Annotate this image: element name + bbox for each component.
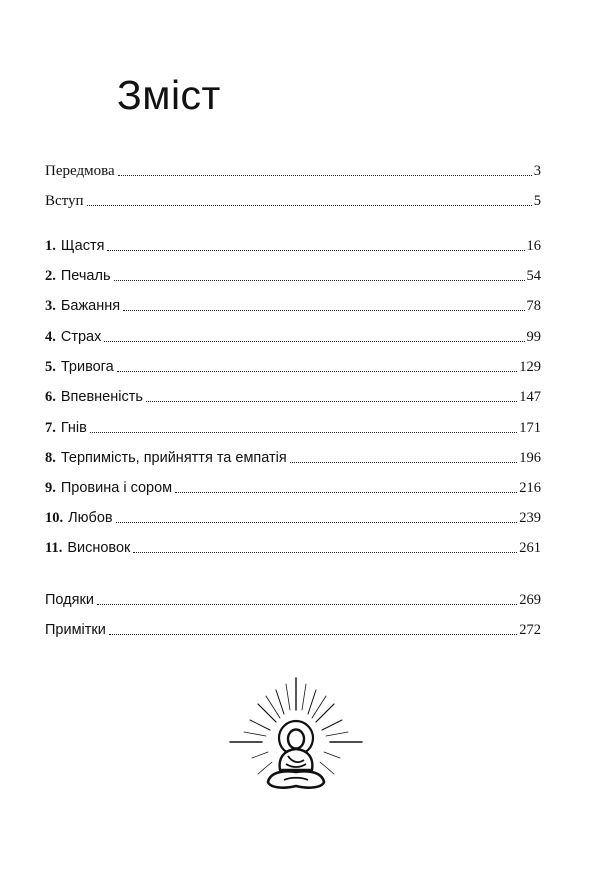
toc-entry-page: 99	[526, 329, 541, 345]
dot-leader	[117, 370, 518, 372]
toc-entry-page: 171	[519, 420, 541, 436]
page-title: Зміст	[117, 72, 221, 118]
toc-entry-chapter-11[interactable]	[45, 540, 541, 560]
toc-entry-page: 196	[519, 450, 541, 466]
toc-entry-chapter-5[interactable]	[45, 359, 541, 379]
dot-leader	[175, 491, 517, 493]
toc-entry-chapter-8[interactable]	[45, 450, 541, 470]
toc-entry-foreword[interactable]	[45, 163, 541, 183]
toc-entry-page: 147	[519, 389, 541, 405]
dot-leader	[123, 309, 524, 311]
toc-entry-page: 261	[519, 540, 541, 556]
toc-entry-chapter-6[interactable]	[45, 389, 541, 409]
toc-entry-chapter-4[interactable]	[45, 329, 541, 349]
toc-entry-page: 272	[519, 622, 541, 638]
dot-leader	[87, 204, 532, 206]
toc-entry-label: Подяки	[45, 592, 94, 608]
toc-entry-label: Любов	[68, 510, 113, 526]
toc-entry-chapter-7[interactable]	[45, 420, 541, 440]
toc-entry-page: 78	[526, 298, 541, 314]
toc-entry-label: Передмова	[45, 163, 115, 179]
dot-leader	[104, 340, 524, 342]
toc-entry-chapter-9[interactable]	[45, 480, 541, 500]
toc-entry-number: 7.	[45, 420, 56, 436]
toc-entry-label: Впевненість	[60, 389, 143, 405]
toc-entry-page: 5	[533, 193, 541, 209]
toc-entry-number: 11.	[45, 540, 63, 556]
toc-entry-number: 9.	[45, 480, 56, 496]
dot-leader	[133, 551, 517, 553]
toc-entry-chapter-1[interactable]	[45, 238, 541, 258]
toc-entry-label: Печаль	[60, 268, 111, 284]
toc-entry-number: 3.	[45, 298, 56, 314]
toc-entry-chapter-2[interactable]	[45, 268, 541, 288]
toc-entry-chapter-10[interactable]	[45, 510, 541, 530]
dot-leader	[114, 279, 525, 281]
toc-entry-acknowledgements[interactable]	[45, 592, 541, 612]
toc-entry-page: 3	[533, 163, 541, 179]
toc-entry-notes[interactable]	[45, 622, 541, 642]
toc-entry-number: 5.	[45, 359, 56, 375]
toc-entry-number: 1.	[45, 238, 56, 254]
dot-leader	[118, 174, 532, 176]
toc-entry-label: Гнів	[60, 420, 87, 436]
toc-entry-number: 2.	[45, 268, 56, 284]
toc-entry-page: 269	[519, 592, 541, 608]
toc-entry-introduction[interactable]	[45, 193, 541, 213]
toc-entry-label: Тривога	[60, 359, 114, 375]
toc-entry-number: 10.	[45, 510, 64, 526]
toc-entry-page: 239	[519, 510, 541, 526]
toc-entry-label: Висновок	[67, 540, 131, 556]
toc-entry-page: 54	[526, 268, 541, 284]
toc-entry-label: Вступ	[45, 193, 84, 209]
toc-entry-number: 6.	[45, 389, 56, 405]
toc-entry-number: 8.	[45, 450, 56, 466]
toc-entry-label: Терпимість, прийняття та емпатія	[60, 450, 287, 466]
toc-entry-page: 216	[519, 480, 541, 496]
toc-entry-label: Провина і сором	[60, 480, 173, 496]
dot-leader	[107, 249, 524, 251]
toc-entry-label: Бажання	[60, 298, 121, 314]
dot-leader	[90, 431, 517, 433]
dot-leader	[116, 521, 518, 523]
toc-entry-number: 4.	[45, 329, 56, 345]
dot-leader	[97, 603, 517, 605]
toc-entry-page: 16	[526, 238, 541, 254]
dot-leader	[290, 461, 518, 463]
toc-entry-label: Щастя	[60, 238, 105, 254]
meditating-figure-icon	[228, 676, 364, 822]
toc-entry-chapter-3[interactable]	[45, 298, 541, 318]
toc-entry-label: Страх	[60, 329, 102, 345]
dot-leader	[146, 400, 517, 402]
toc-entry-label: Примітки	[45, 622, 106, 638]
toc-entry-page: 129	[519, 359, 541, 375]
dot-leader	[109, 633, 517, 635]
